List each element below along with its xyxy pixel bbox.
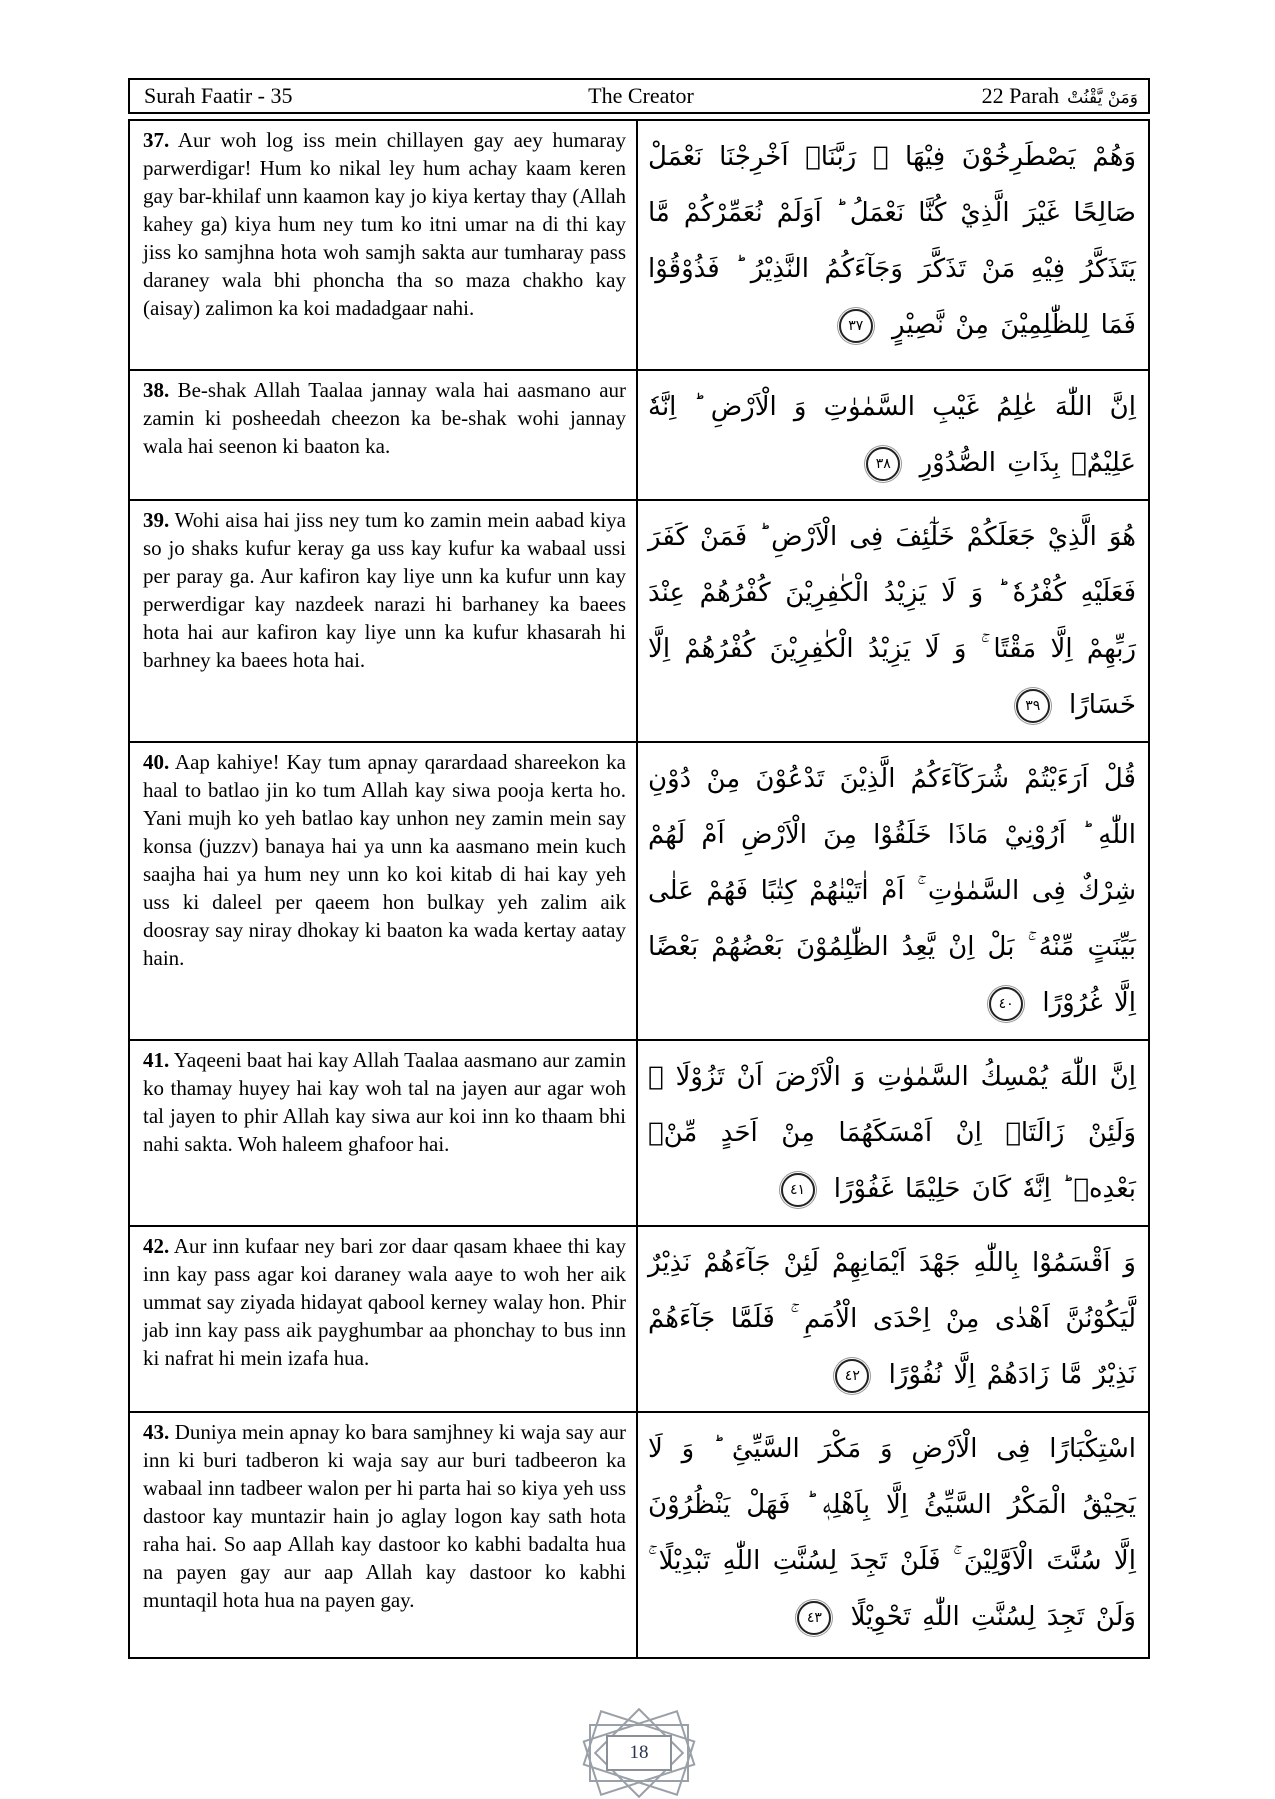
ayah-end-marker: ٣٨: [866, 447, 900, 481]
parah-label: 22 Parah: [981, 83, 1060, 108]
parah-info: [807, 83, 1138, 109]
verse-row-41: [130, 1041, 1148, 1227]
verse-number: 42.: [143, 1234, 170, 1258]
arabic-text: اسْتِكْبَارًا فِى الْاَرْضِ وَ مَكْرَ السَّيِّئِ ؕ وَ لَا يَحِيْقُ الْمَكْرُ السَّيِّئُ اِلَّا بِاَهْلِهٖ ؕ فَهَلْ يَنْظُرُوْنَ اِلَّا سُنَّتَ الْاَوَّلِيْنَ ۚ فَلَنْ تَجِدَ لِسُنَّتِ اللّٰهِ تَبْدِيْلًا ۚ وَلَنْ تَجِدَ لِسُنَّتِ اللّٰهِ تَحْوِيْلًا: [648, 1434, 1136, 1632]
surah-name-english: The Creator: [588, 83, 694, 108]
verse-table: [128, 119, 1150, 1659]
verse-row-39: [130, 501, 1148, 743]
parah-name-arabic: وَمَنْ يَّقْنُتْ: [1067, 88, 1138, 108]
translation-cell-37: [130, 121, 638, 369]
translation-cell-40: [130, 743, 638, 1039]
arabic-text: اِنَّ اللّٰهَ عٰلِمُ غَيْبِ السَّمٰوٰتِ وَ الْاَرْضِ ؕ اِنَّهٗ عَلِيْمٌۢ بِذَاتِ الصُّدُوْرِ: [648, 392, 1136, 478]
ayah-end-marker: ٤٢: [835, 1359, 869, 1393]
quran-page: [128, 78, 1150, 1799]
translation-text: Aur woh log iss mein chillayen gay aey humaray parwerdigar! Hum ko nikal ley hum achay kaam keren gay bar-khilaf unn kaamon kay jo kiya kertay thay (Allah kahey ga) kiya hum ney tum ko itni umar na di thi kay jiss ko samjhna hota woh samjh sakta aur tumharay pass daraney wala bhi phoncha tha so maza chakho kay (aisay) zalimon ka koi madadgaar nahi.: [143, 128, 626, 320]
verse-number: 37.: [143, 128, 170, 152]
arabic-text: وَ اَقْسَمُوْا بِاللّٰهِ جَهْدَ اَيْمَانِهِمْ لَئِنْ جَآءَهُمْ نَذِيْرٌ لَّيَكُوْنُنَّ اَهْدٰى مِنْ اِحْدَى الْاُمَمِ ۚ فَلَمَّا جَآءَهُمْ نَذِيْرٌ مَّا زَادَهُمْ اِلَّا نُفُوْرًا: [648, 1248, 1136, 1390]
verse-number: 41.: [143, 1048, 170, 1072]
page-number-box: [606, 1735, 672, 1771]
translation-cell-38: [130, 371, 638, 499]
ayah-end-marker: ٣٩: [1016, 689, 1050, 723]
translation-text: Wohi aisa hai jiss ney tum ko zamin mein aabad kiya so jo shaks kufur keray ga uss kay kufur ka wabaal ussi per paray ga. Aur kafiron kay liye unn ka kufur unn kay perwerdigar kay nazdeek narazi hi barhaney ka baees hota hai aur kafiron kay liye unn ka kufur khasarah hi barhney ka baees hota hai.: [143, 508, 626, 672]
translation-text: Be-shak Allah Taalaa jannay wala hai aasmano aur zamin ki posheedah cheezon ka be-shak wohi jannay wala hai seenon ki baaton ka.: [143, 378, 627, 458]
ayah-end-marker: ٤١: [781, 1173, 815, 1207]
page-header: [128, 78, 1150, 114]
arabic-cell-40: [638, 743, 1148, 1039]
arabic-cell-41: [638, 1041, 1148, 1225]
verse-number: 40.: [143, 750, 170, 774]
verse-row-40: [130, 743, 1148, 1041]
arabic-text: وَهُمْ يَصْطَرِخُوْنَ فِيْهَا ۚ رَبَّنَاۤ اَخْرِجْنَا نَعْمَلْ صَالِحًا غَيْرَ الَّذِيْ كُنَّا نَعْمَلُ ؕ اَوَلَمْ نُعَمِّرْكُمْ مَّا يَتَذَكَّرُ فِيْهِ مَنْ تَذَكَّرَ وَجَآءَكُمُ النَّذِيْرُ ؕ فَذُوْقُوْا فَمَا لِلظّٰلِمِيْنَ مِنْ نَّصِيْرٍ: [648, 142, 1136, 340]
verse-row-43: [130, 1413, 1148, 1657]
arabic-text: قُلْ اَرَءَيْتُمْ شُرَكَآءَكُمُ الَّذِيْنَ تَدْعُوْنَ مِنْ دُوْنِ اللّٰهِ ؕ اَرُوْنِيْ مَاذَا خَلَقُوْا مِنَ الْاَرْضِ اَمْ لَهُمْ شِرْكٌ فِى السَّمٰوٰتِ ۚ اَمْ اٰتَيْنٰهُمْ كِتٰبًا فَهُمْ عَلٰى بَيِّنَتٍ مِّنْهُ ۚ بَلْ اِنْ يَّعِدُ الظّٰلِمُوْنَ بَعْضُهُمْ بَعْضًا اِلَّا غُرُوْرًا: [648, 764, 1136, 1018]
ayah-end-marker: ٤٣: [797, 1601, 831, 1635]
verse-row-38: [130, 371, 1148, 501]
translation-cell-42: [130, 1227, 638, 1411]
verse-number: 38.: [143, 378, 170, 402]
arabic-cell-37: [638, 121, 1148, 369]
translation-text: Yaqeeni baat hai kay Allah Taalaa aasmano aur zamin ko thamay huyey hai kay woh tal na jayen aur agar woh tal jayen to phir Allah kay siwa aur koi inn ko thaam bhi nahi sakta. Woh haleem ghafoor hai.: [143, 1048, 626, 1156]
ayah-end-marker: ٤٠: [989, 987, 1023, 1021]
translation-cell-39: [130, 501, 638, 741]
arabic-text: اِنَّ اللّٰهَ يُمْسِكُ السَّمٰوٰتِ وَ الْاَرْضَ اَنْ تَزُوْلَا ۚ وَلَئِنْ زَالَتَاۤ اِنْ اَمْسَكَهُمَا مِنْ اَحَدٍ مِّنْۢ بَعْدِهٖ ؕ اِنَّهٗ كَانَ حَلِيْمًا غَفُوْرًا: [648, 1062, 1136, 1204]
ayah-end-marker: ٣٧: [839, 309, 873, 343]
page-number: 18: [629, 1742, 649, 1763]
translation-text: Aap kahiye! Kay tum apnay qarardaad shareekon ka haal to batlao jin ko tum Allah kay siwa pooja kerta ho. Yani mujh ko yeh batlao kay unhon ney zamin mein say konsa (juzzv) banaya hai ya unn ka aasmano mein kuch saajha hai ya hum ney unn ko koi kitab di hai kay yeh uss ki daleel per qaeem hon bulkay yeh zalim aik doosray say niray dhokay ki baaton ka wada kertay aatay hain.: [143, 750, 626, 970]
translation-text: Aur inn kufaar ney bari zor daar qasam khaee thi kay inn kay pass agar koi daraney wala aaye to woh her aik ummat say ziyada hidayat qabool kerney walay hon. Phir jab inn kay pass aik payghumbar aa phonchay to bus inn ki nafrat hi mein izafa hua.: [143, 1234, 626, 1370]
page-ornament: [564, 1707, 714, 1799]
translation-cell-41: [130, 1041, 638, 1225]
arabic-cell-42: [638, 1227, 1148, 1411]
verse-row-37: [130, 121, 1148, 371]
arabic-cell-43: [638, 1413, 1148, 1657]
verse-number: 39.: [143, 508, 170, 532]
surah-title: Surah Faatir - 35: [144, 83, 293, 108]
arabic-cell-39: [638, 501, 1148, 741]
arabic-text: هُوَ الَّذِيْ جَعَلَكُمْ خَلٰٓئِفَ فِى الْاَرْضِ ؕ فَمَنْ كَفَرَ فَعَلَيْهِ كُفْرُهٗ ؕ وَ لَا يَزِيْدُ الْكٰفِرِيْنَ كُفْرُهُمْ عِنْدَ رَبِّهِمْ اِلَّا مَقْتًا ۚ وَ لَا يَزِيْدُ الْكٰفِرِيْنَ كُفْرُهُمْ اِلَّا خَسَارًا: [648, 522, 1136, 720]
translation-cell-43: [130, 1413, 638, 1657]
arabic-cell-38: [638, 371, 1148, 499]
verse-number: 43.: [143, 1420, 170, 1444]
verse-row-42: [130, 1227, 1148, 1413]
translation-text: Duniya mein apnay ko bara samjhney ki waja say aur inn ki buri tadberon ki waja say aur buri tadbeeron ka wabaal inn tadbeer walon per hi parta hai so kiya yeh uss dastoor kay muntazir hain jo aglay logon kay sath hota raha hai. So aap Allah kay dastoor ko kabhi badalta hua na payen gay aur aap Allah kay dastoor ko kabhi muntaqil hota hua na payen gay.: [143, 1420, 627, 1612]
